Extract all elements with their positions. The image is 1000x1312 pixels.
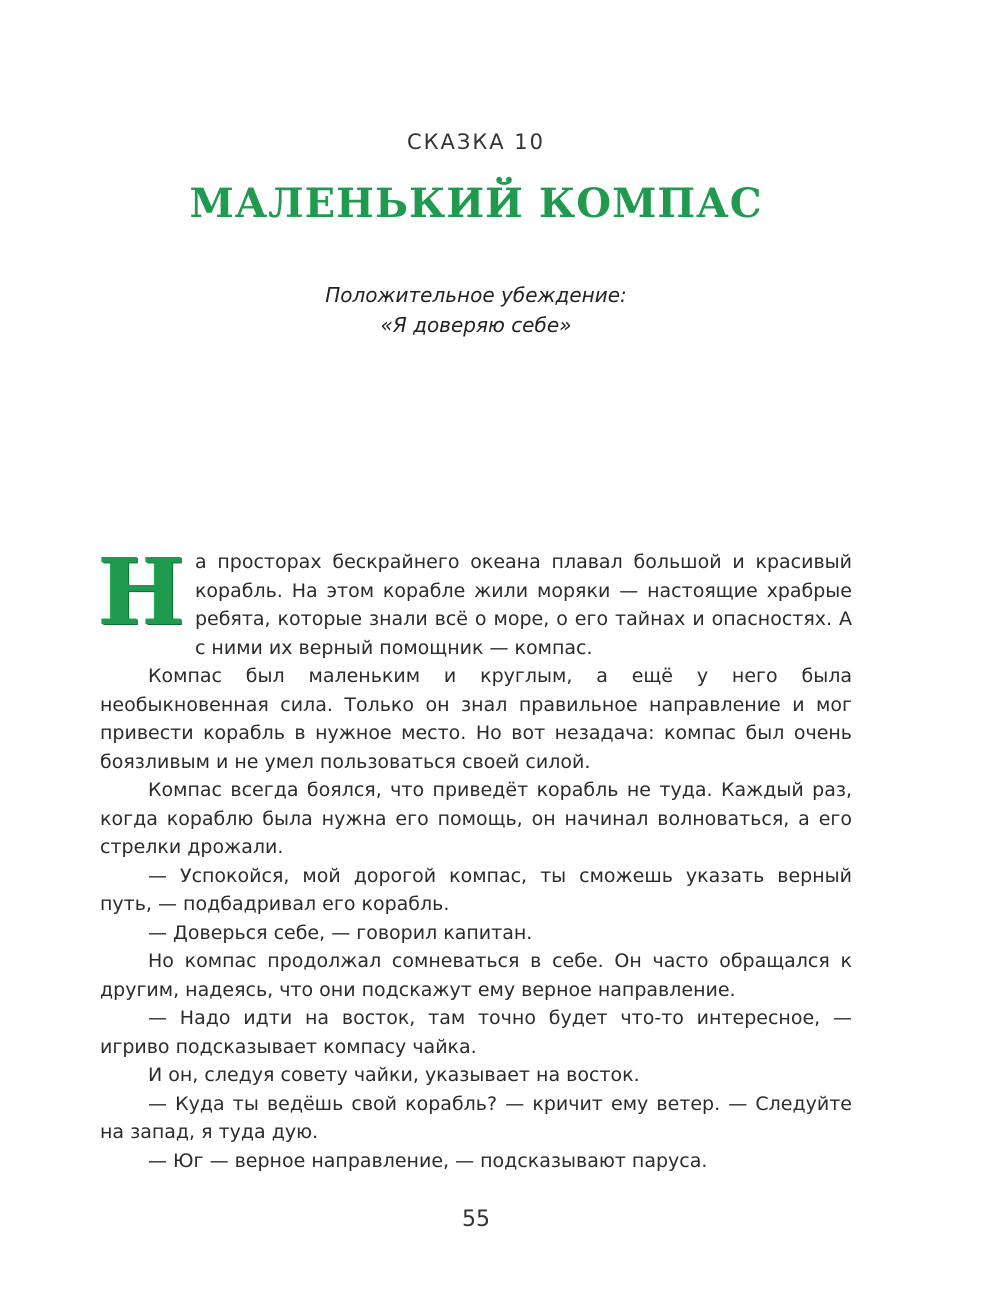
paragraph: — Куда ты ведёшь свой корабль? — кричит ему ветер. — Следуйте на запад, я туда дую. xyxy=(100,1092,852,1143)
story-text xyxy=(98,538,852,1175)
page-number: 55 xyxy=(462,1207,490,1232)
epigraph xyxy=(0,280,952,340)
chapter-title: МАЛЕНЬКИЙ КОМПАС xyxy=(189,180,763,227)
epigraph-line-1: Положительное убеждение: xyxy=(325,283,627,307)
chapter-label: СКАЗКА 10 xyxy=(406,130,546,154)
drop-cap: Н xyxy=(98,538,185,646)
paragraph: — Успокойся, мой дорогой компас, ты сможешь указать верный путь, — подбадривал его корабль. xyxy=(100,864,852,915)
paragraph: И он, следуя совету чайки, указывает на восток. xyxy=(148,1064,640,1086)
epigraph-line-2: «Я доверяю себе» xyxy=(380,313,572,337)
paragraph: Компас был маленьким и круглым, а ещё у него была необыкновенная сила. Только он знал правильное направление и мог привести корабль в нужное место. Но вот незадача: компас был очень боязливым и не умел пользоваться своей силой. xyxy=(100,665,852,773)
paragraph-text: а просторах бескрайнего океана плавал большой и красивый корабль. На этом корабле жили моряки — настоящие храбрые ребята, которые знали всё о море, о его тайнах и опасностях. А с ними их верный помощник — компас. xyxy=(194,551,852,659)
paragraph: — Надо идти на восток, там точно будет что-то интересное, — игриво подсказывает компасу чайка. xyxy=(100,1007,852,1058)
paragraph: — Доверься себе, — говорил капитан. xyxy=(148,921,533,944)
paragraph: Компас всегда боялся, что приведёт корабль не туда. Каждый раз, когда кораблю была нужна его помощь, он начинал волноваться, а его стрелки дрожали. xyxy=(100,779,852,858)
paragraph: — Юг — верное направление, — подсказывают паруса. xyxy=(148,1149,708,1172)
paragraph xyxy=(98,538,852,662)
paragraph: Но компас продолжал сомневаться в себе. Он часто обращался к другим, надеясь, что они подскажут ему верное направление. xyxy=(100,950,852,1001)
